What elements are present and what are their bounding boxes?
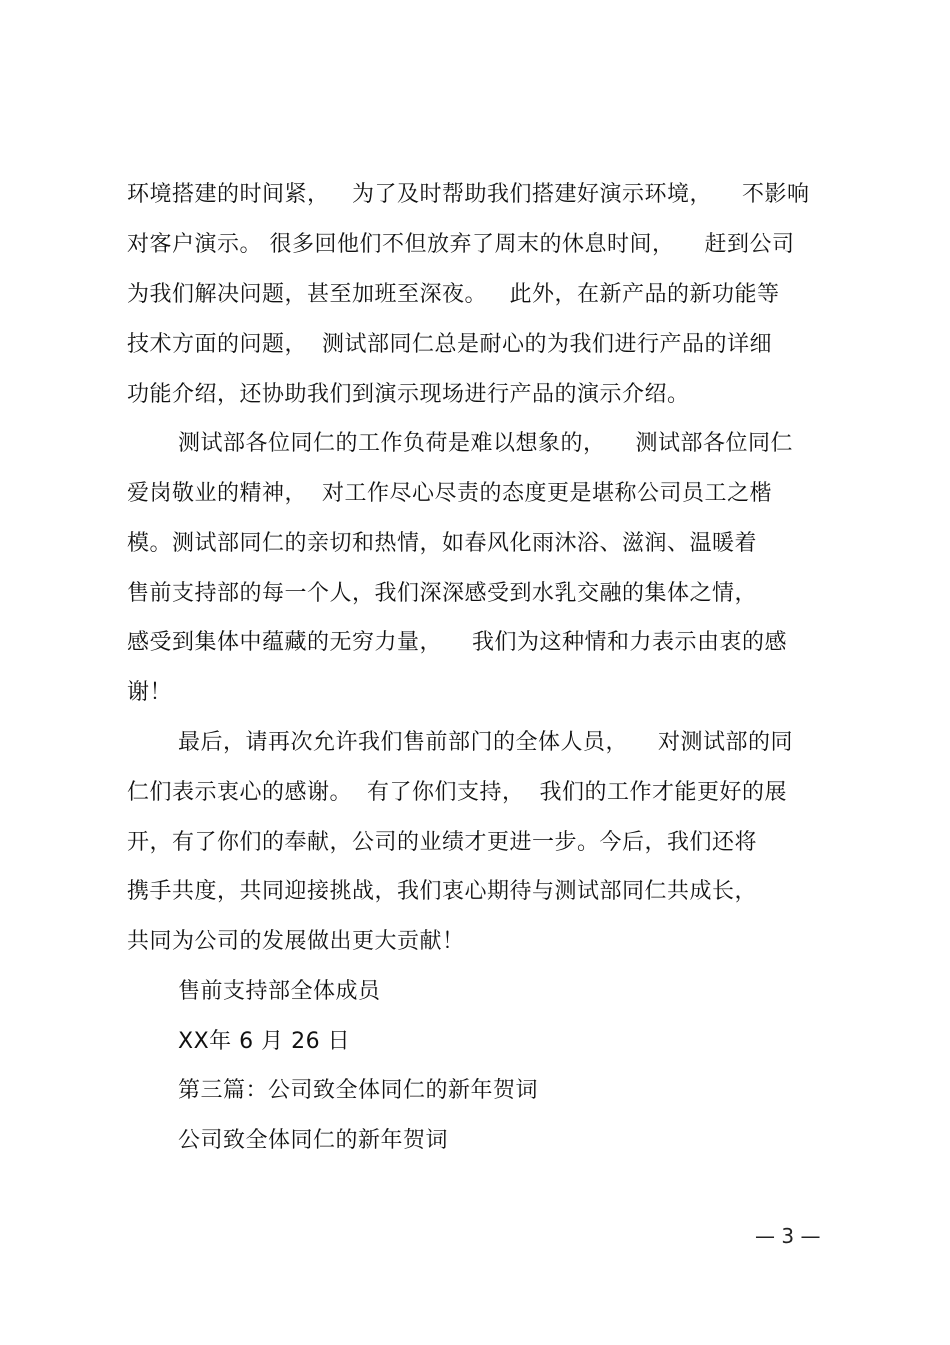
body-line-3: 为我们解决问题，甚至加班至深夜。 此外，在新产品的新功能等 [127,282,780,307]
body-line-7: 爱岗敬业的精神， 对工作尽心尽责的态度更是堪称公司员工之楷 [127,481,772,506]
body-line-9: 售前支持部的每一个人，我们深深感受到水乳交融的集体之情， [127,581,758,606]
body-line-11: 谢！ [127,680,173,705]
body-line-2: 对客户演示。 很多回他们不但放弃了周末的休息时间， 赶到公司 [127,232,795,257]
date-line: XX年 6 月 26 日 [178,1029,351,1054]
body-line-12: 最后，请再次允许我们售前部门的全体人员， 对测试部的同 [178,730,793,755]
body-line-13: 仁们表示衷心的感谢。 有了你们支持， 我们的工作才能更好的展 [127,780,787,805]
next-section-title: 公司致全体同仁的新年贺词 [178,1128,449,1153]
page-number: — 3 — [755,1224,821,1248]
body-line-1: 环境搭建的时间紧， 为了及时帮助我们搭建好演示环境， 不影响 [127,182,810,207]
body-line-14: 开，有了你们的奉献，公司的业绩才更进一步。今后，我们还将 [127,830,758,855]
body-line-5: 功能介绍，还协助我们到演示现场进行产品的演示介绍。 [127,382,690,407]
body-line-6: 测试部各位同仁的工作负荷是难以想象的， 测试部各位同仁 [178,431,793,456]
signature-line: 售前支持部全体成员 [178,979,381,1004]
next-section-heading: 第三篇：公司致全体同仁的新年贺词 [178,1078,539,1103]
body-line-10: 感受到集体中蕴藏的无穷力量， 我们为这种情和力表示由衷的感 [127,630,787,655]
body-line-15: 携手共度，共同迎接挑战，我们衷心期待与测试部同仁共成长， [127,879,758,904]
body-line-16: 共同为公司的发展做出更大贡献！ [127,929,465,954]
body-line-8: 模。测试部同仁的亲切和热情，如春风化雨沐浴、滋润、温暖着 [127,531,758,556]
body-line-4: 技术方面的问题， 测试部同仁总是耐心的为我们进行产品的详细 [127,332,772,357]
